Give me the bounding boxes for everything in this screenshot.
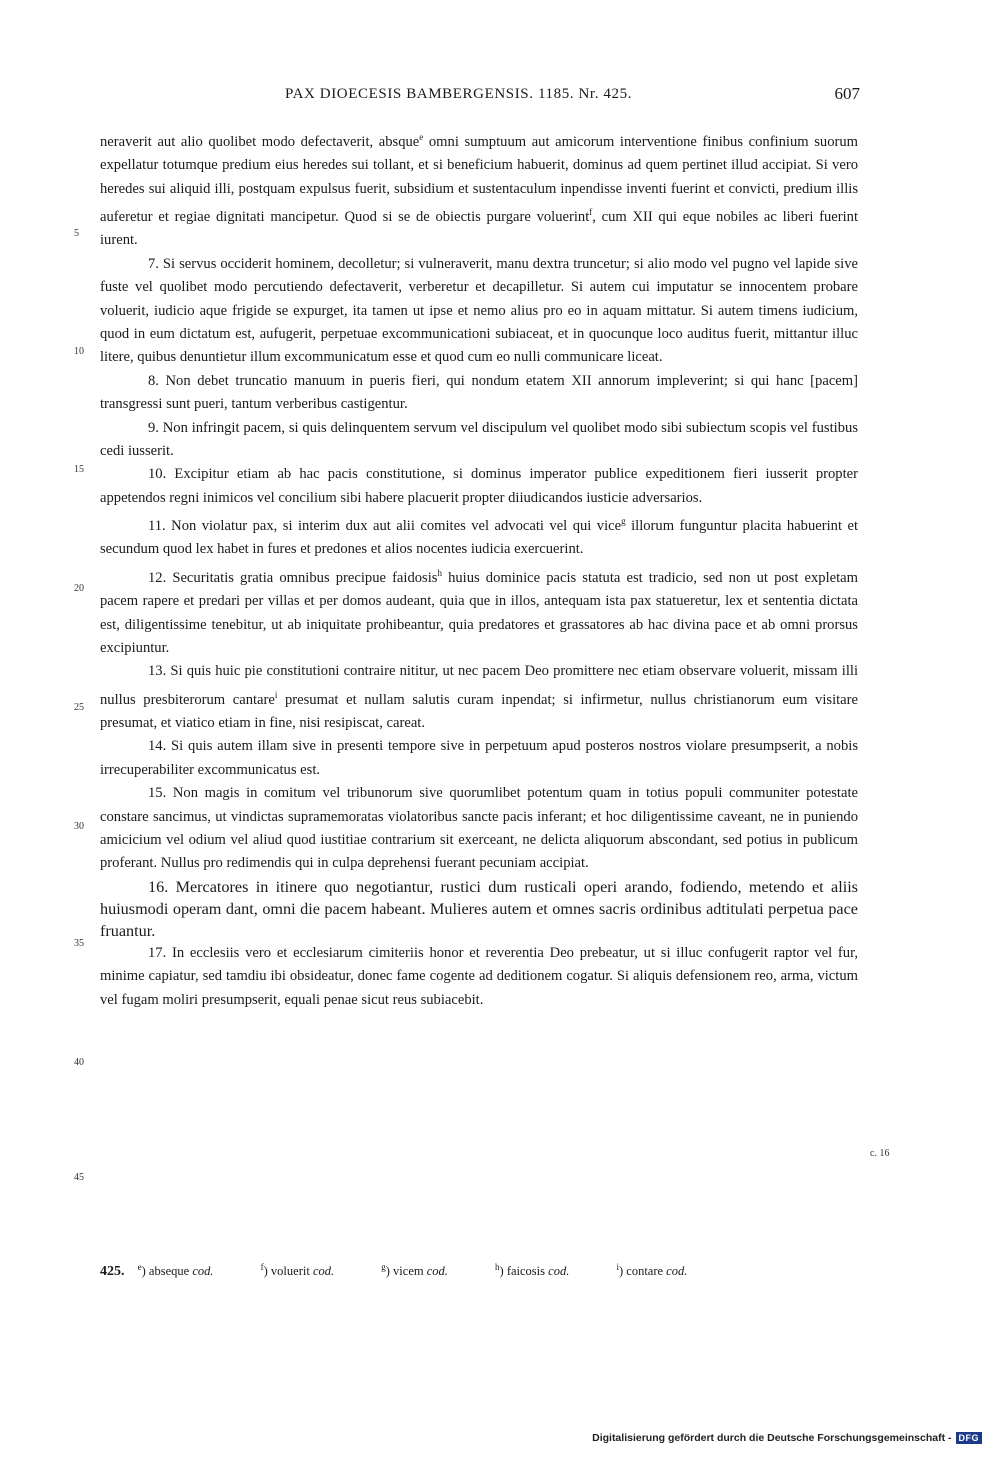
line-number: 20 (74, 583, 84, 594)
line-number: 30 (74, 821, 84, 832)
footnote-e: $^e$) abseque cod. (137, 1262, 214, 1279)
paragraph-17: 17. In ecclesiis vero et ecclesiarum cimiteriis honor et reverentia Deo prebeatur, ut si illuc confugerit raptor vel fur, minime capiatur, sed tamdiu ibi obsideatur, donec fame cogente ad deditionem cogatur. Si aliquis defensionem reo, arma, victum vel fugam moliri presumpserit, equali penae sicut reus subiacebit. (100, 944, 858, 1008)
paragraph-13: 13. Si quis huic pie constitutioni contraire nititur, ut nec pacem Deo promittere nec etiam observare voluerit, missam illi nullus presbiterorum cantare$^i$ presumat et nullam salutis curam inpendat; si infirmetur, nullus christianorum eum visitare presumat, et viatico etiam in fine, nisi resipiscat, careat. (100, 663, 858, 732)
paragraph-8: 8. Non debet truncatio manuum in pueris fieri, qui nondum etatem XII annorum impleverint; si qui hanc [pacem] transgressi sunt pueri, tantum verberibus castigentur. (100, 372, 858, 413)
line-number: 15 (74, 464, 84, 475)
footnotes (100, 1262, 860, 1280)
dfg-logo: DFG (956, 1432, 983, 1444)
paragraph-10: 10. Excipitur etiam ab hac pacis constitutione, si dominus imperator publice expeditionem fieri iusserit propter appetendos regni inimicos vel concilium sibi habere placuerit propter diiudicandos iusticie adversarios. (100, 466, 858, 506)
paragraph-6-cont: neraverit aut alio quolibet modo defectaverit, absque$^e$ omni sumptuum aut amicorum interventione finibus confinium suorum expellatur totumque predium eius heredes sui tollant, et si beneficium habuerit, dominus ad quem pertinet illud accipiat. Si vero heredes sui aliquid illi, postquam expulsus fuerit, subsidium et sustentaculum inpendisse inventi fuerint et convicti, predium illis auferetur et regiae dignitati mancipetur. Quod si se de obiectis purgare voluerint$^f$, cum XII qui eque nobiles ac liberi fuerint iurent. (100, 132, 858, 249)
paragraph-7: 7. Si servus occiderit hominem, decolletur; si vulneraverit, manu dextra truncetur; si alio modo vel pugno vel lapide sive fuste vel quolibet modo percutiendo defectaverit, verberetur et decapilletur. Si autem cui imputatur se innocentem probare voluerit, iudicio aque frigide se expurget, ita tamen ut ipse et nemo alius pro eo in aquam mittatur. Si autem timens iudicium, quod in eum dictatum est, aufugerit, perpetuae excommunicationi subiaceat, et in quocunque loco auditus fuerit, mittantur illuc litere, quibus denuntietur illum excommunicatum esse et quod cum eo nulli communicare liceat. (100, 255, 858, 366)
margin-note: c. 16 (870, 1148, 890, 1159)
paragraph-16: 16. Mercatores in itinere quo negotiantur, rustici dum rusticali operi arando, fodiendo, metendo et aliis huiusmodi operam dant, omni die pacem habeant. Mulieres autem et omnes sacris ordinibus adtitulati perpetua pace fruantur. (100, 877, 858, 940)
main-text (100, 126, 858, 1012)
line-number: 35 (74, 938, 84, 949)
page-header (100, 86, 860, 112)
running-title: PAX DIOECESIS BAMBERGENSIS. 1185. Nr. 425. (285, 86, 633, 102)
paragraph-14: 14. Si quis autem illam sive in presenti tempore sive in perpetuum apud posteros nostros violare presumpserit, a nobis irrecuperabiliter excommunicatus est. (100, 738, 858, 778)
line-number: 45 (74, 1172, 84, 1183)
paragraph-15: 15. Non magis in comitum vel tribunorum sive quorumlibet potentum quam in totius populi communiter potestate constare sancimus, ut vindictas supramemoratas violatoribus sancte pacis inferant; et hoc diligentissime caveant, ne in puniendo amicicium vel odium vel aliud quod iustitiae contrarium sit exerceant, ne delicta aliquorum abscondant, sed potius in publicum proferant. Nullus pro redimendis qui in culpa deprehensi fuerant pecuniam accipiat. (100, 785, 858, 872)
footnote-f: $^f$) voluerit cod. (260, 1262, 335, 1279)
line-number: 25 (74, 702, 84, 713)
page-number: 607 (834, 84, 860, 103)
paragraph-12: 12. Securitatis gratia omnibus precipue faidosis$^h$ huius dominice pacis statuta est tradicio, sed non ut post expletam pacem rapere et predari per villas et per domos audeant, quia que in illos, antequam ista pax statueretur, lex et sententia dictata est, diligentissime tenebitur, ut ab iniquitate prohibeantur, quia predatores et grassatores ab hac divina pace et ab omni prorsus excipiuntur. (100, 567, 858, 656)
line-number: 10 (74, 346, 84, 357)
line-number: 5 (74, 228, 79, 239)
footnote-h: $^h$) faicosis cod. (495, 1262, 570, 1279)
footnote-number: 425. (100, 1264, 125, 1280)
footnote-i: $^i$) contare cod. (616, 1262, 688, 1279)
footnote-g: $^g$) vicem cod. (381, 1262, 448, 1279)
digitization-credit (592, 1432, 982, 1444)
credit-text: Digitalisierung gefördert durch die Deutsche Forschungsgemeinschaft - (592, 1432, 952, 1444)
paragraph-11: 11. Non violatur pax, si interim dux aut alii comites vel advocati vel qui vice$^g$ illorum funguntur placita habuerint et secundum quod lex habet in fures et predones et alios nocentes iudicia exercuerint. (100, 516, 859, 558)
line-number: 40 (74, 1057, 84, 1068)
paragraph-9: 9. Non infringit pacem, si quis delinquentem servum vel discipulum vel quolibet modo sibi subiectum scopis vel fustibus cedi iusserit. (100, 419, 858, 459)
